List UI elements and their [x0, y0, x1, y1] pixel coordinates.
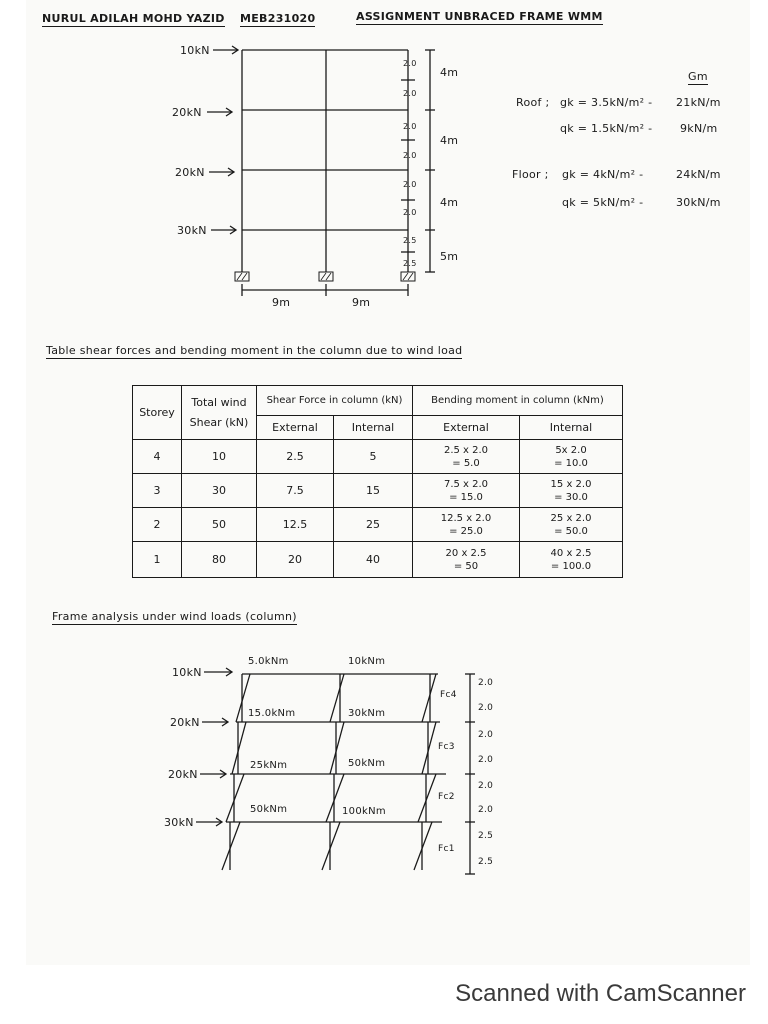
roof-gk-value: 21kN/m	[676, 96, 721, 109]
bm-calc: 20 x 2.5	[445, 547, 487, 559]
cell-total: 10	[182, 440, 257, 474]
moment-diagram	[0, 640, 768, 940]
col-mark: 2.5	[403, 236, 417, 245]
bm-calc: 25 x 2.0	[550, 512, 592, 524]
fa-load-roof: 10kN	[172, 666, 202, 679]
bm-calc: 12.5 x 2.0	[440, 512, 492, 524]
col-mark: 2.0	[403, 151, 417, 160]
cell-sf-ext: 20	[257, 542, 334, 578]
dim-label: 2.0	[478, 755, 494, 765]
fa-load-1: 30kN	[164, 816, 194, 829]
cell-sf-int: 40	[334, 542, 413, 578]
col-mark: 2.5	[403, 259, 417, 268]
col-header-bm-external: External	[413, 416, 520, 440]
roof-gk: gk = 3.5kN/m² -	[560, 96, 653, 109]
dim-label: 2.5	[478, 831, 494, 841]
floor-gk: gk = 4kN/m² -	[562, 168, 644, 181]
moment-label: 50kNm	[348, 758, 386, 769]
floor-gk-value: 24kN/m	[676, 168, 721, 181]
assignment-title: ASSIGNMENT UNBRACED FRAME WMM	[356, 10, 603, 23]
table-heading: Table shear forces and bending moment in the column due to wind load	[46, 344, 463, 357]
moment-label: 50kNm	[250, 804, 288, 815]
dim-label: 2.0	[478, 678, 494, 688]
col-header-bm-group: Bending moment in column (kNm)	[413, 386, 623, 416]
col-mark: 2.0	[403, 122, 417, 131]
bm-calc: 15 x 2.0	[550, 478, 592, 490]
cell-total: 80	[182, 542, 257, 578]
cell-bm-ext	[413, 474, 520, 508]
height-storey-4: 4m	[440, 66, 459, 79]
frame-load-roof: 10kN	[180, 44, 210, 57]
moment-label: 10kNm	[348, 656, 386, 667]
wind-table	[132, 385, 623, 578]
table-row	[133, 508, 623, 542]
col-header-shear-group: Shear Force in column (kN)	[257, 386, 413, 416]
fc-label: Fc2	[438, 792, 455, 802]
fa-load-2: 20kN	[168, 768, 198, 781]
moment-label: 30kNm	[348, 708, 386, 719]
moment-label: 100kNm	[342, 806, 386, 817]
cell-bm-int	[520, 508, 623, 542]
cell-sf-ext: 7.5	[257, 474, 334, 508]
dim-label: 2.0	[478, 730, 494, 740]
fa-load-3: 20kN	[170, 716, 200, 729]
camscanner-watermark: Scanned with CamScanner	[455, 980, 746, 1007]
cell-bm-ext	[413, 440, 520, 474]
total-wind-line-2: Shear (kN)	[189, 415, 249, 429]
height-storey-2: 4m	[440, 196, 459, 209]
gm-header: Gm	[688, 70, 708, 83]
fc-label: Fc3	[438, 742, 455, 752]
bm-calc: 40 x 2.5	[550, 547, 592, 559]
student-id: MEB231020	[240, 12, 316, 25]
fc-label: Fc1	[438, 844, 455, 854]
bm-result: = 50.0	[554, 525, 588, 537]
cell-sf-int: 25	[334, 508, 413, 542]
frame-load-1: 30kN	[177, 224, 207, 237]
bm-result: = 50	[453, 560, 479, 572]
bm-result: = 10.0	[554, 457, 588, 469]
bm-calc: 7.5 x 2.0	[443, 478, 489, 490]
height-storey-1: 5m	[440, 250, 459, 263]
height-storey-3: 4m	[440, 134, 459, 147]
bm-result: = 5.0	[452, 457, 480, 469]
bay-2: 9m	[352, 296, 371, 309]
col-header-storey: Storey	[133, 386, 182, 440]
dim-label: 2.5	[478, 857, 494, 867]
col-mark: 2.0	[403, 180, 417, 189]
cell-sf-int: 15	[334, 474, 413, 508]
cell-bm-int	[520, 542, 623, 578]
cell-bm-ext	[413, 542, 520, 578]
bm-result: = 15.0	[449, 491, 483, 503]
table-row	[133, 542, 623, 578]
moment-label: 5.0kNm	[248, 656, 289, 667]
bm-result: = 100.0	[550, 560, 592, 572]
bm-calc: 2.5 x 2.0	[443, 444, 489, 456]
cell-sf-ext: 12.5	[257, 508, 334, 542]
frame-analysis-heading: Frame analysis under wind loads (column)	[52, 610, 297, 623]
table-row	[133, 474, 623, 508]
col-mark: 2.0	[403, 59, 417, 68]
dim-label: 2.0	[478, 805, 494, 815]
roof-qk: qk = 1.5kN/m² -	[560, 122, 653, 135]
floor-label: Floor ;	[512, 168, 549, 181]
floor-qk-value: 30kN/m	[676, 196, 721, 209]
cell-sf-int: 5	[334, 440, 413, 474]
col-header-bm-internal: Internal	[520, 416, 623, 440]
frame-load-3: 20kN	[172, 106, 202, 119]
moment-label: 15.0kNm	[248, 708, 296, 719]
col-mark: 2.0	[403, 208, 417, 217]
cell-storey: 3	[133, 474, 182, 508]
bm-result: = 30.0	[554, 491, 588, 503]
roof-qk-value: 9kN/m	[680, 122, 718, 135]
dim-label: 2.0	[478, 703, 494, 713]
cell-bm-int	[520, 440, 623, 474]
cell-total: 30	[182, 474, 257, 508]
table-row	[133, 440, 623, 474]
col-header-sf-internal: Internal	[334, 416, 413, 440]
col-header-sf-external: External	[257, 416, 334, 440]
cell-storey: 2	[133, 508, 182, 542]
bm-result: = 25.0	[449, 525, 483, 537]
total-wind-line-1: Total wind	[191, 395, 247, 409]
frame-diagram	[0, 0, 768, 320]
cell-total: 50	[182, 508, 257, 542]
cell-storey: 4	[133, 440, 182, 474]
dim-label: 2.0	[478, 781, 494, 791]
moment-label: 25kNm	[250, 760, 288, 771]
cell-sf-ext: 2.5	[257, 440, 334, 474]
cell-storey: 1	[133, 542, 182, 578]
bay-1: 9m	[272, 296, 291, 309]
fc-label: Fc4	[440, 690, 457, 700]
bm-calc: 5x 2.0	[555, 444, 587, 456]
student-name: NURUL ADILAH MOHD YAZID	[42, 12, 225, 25]
col-mark: 2.0	[403, 89, 417, 98]
roof-label: Roof ;	[516, 96, 550, 109]
floor-qk: qk = 5kN/m² -	[562, 196, 644, 209]
col-header-total-wind	[182, 386, 257, 440]
frame-load-2: 20kN	[175, 166, 205, 179]
cell-bm-ext	[413, 508, 520, 542]
cell-bm-int	[520, 474, 623, 508]
